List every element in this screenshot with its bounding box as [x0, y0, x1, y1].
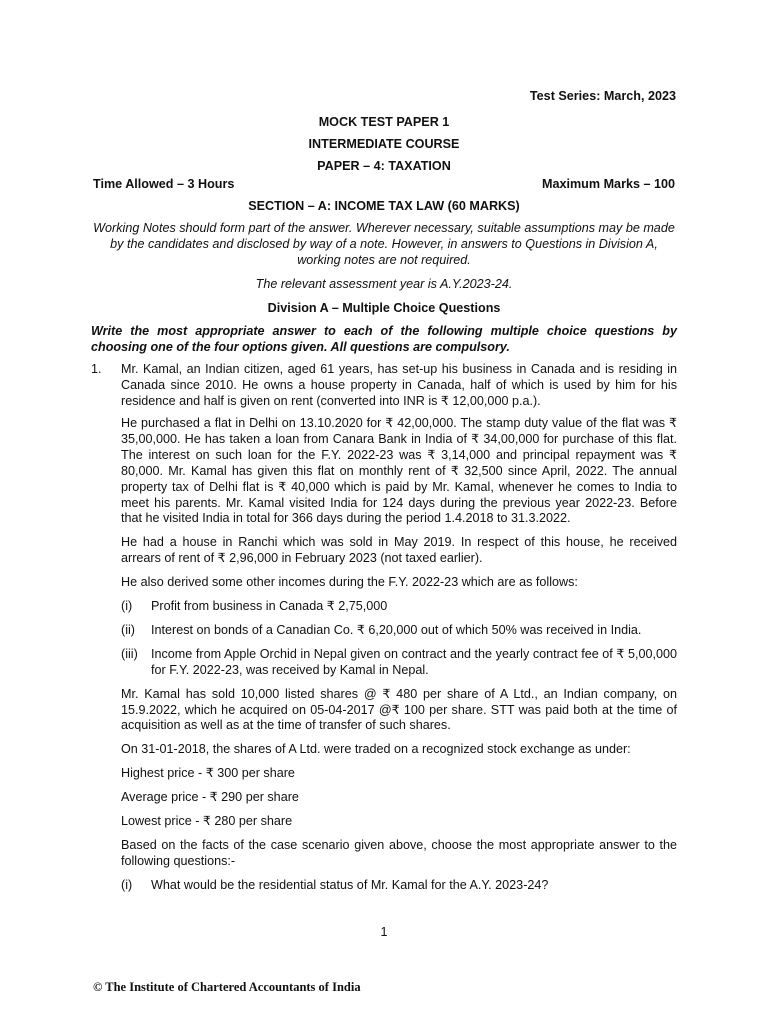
question-intro: Mr. Kamal, an Indian citizen, aged 61 years, has set-up his business in Canada and is residing in Canada since 2010. He owns a house property in Canada, half of which is used by him for his residence and half is given on rent (converted into INR is ₹ 12,00,000 p.a.). — [121, 362, 677, 409]
question-para-shares: Mr. Kamal has sold 10,000 listed shares @ ₹ 480 per share of A Ltd., an Indian company, on 15.9.2022, which he acquired on 05-04-2017 @₹ 100 per share. STT was paid both at the time of acquisition as well as at the time of transfer of such shares. — [121, 686, 677, 733]
test-series-label: Test Series: March, 2023 — [529, 89, 676, 103]
assessment-year: The relevant assessment year is A.Y.2023-24. — [255, 276, 513, 291]
footer-copyright: © The Institute of Chartered Accountants of India — [93, 980, 361, 994]
section-heading: SECTION – A: INCOME TAX LAW (60 MARKS) — [248, 199, 520, 213]
division-heading: Division A – Multiple Choice Questions — [267, 300, 501, 315]
income-item — [121, 623, 677, 639]
income-item-number: (i) — [121, 599, 133, 614]
question-para-flat: He purchased a flat in Delhi on 13.10.2020 for ₹ 42,00,000. The stamp duty value of the flat was ₹ 35,00,000. He has taken a loan from Canara Bank in India of ₹ 34,00,000 for purchase of this flat. The interest on such loan for the F.Y. 2022-23 was ₹ 3,14,000 and principal repayment was ₹ 80,000. Mr. Kamal has given this flat on monthly rent of ₹ 32,500 since April, 2022. The annual property tax of Delhi flat is ₹ 40,000 which is paid by Mr. Kamal, whenever he comes to India to meet his parents. Mr. Kamal visited India for 124 days during the previous year 2022-23. Before that he visited India in total for 366 days during the period 1.4.2018 to 31.3.2022. — [121, 415, 677, 526]
question-1 — [91, 362, 677, 410]
income-item-text: Interest on bonds of a Canadian Co. ₹ 6,20,000 out of which 50% was received in India. — [151, 622, 642, 637]
instructions: Write the most appropriate answer to each of the following multiple choice questions by choosing one of the four options given. All questions are compulsory. — [91, 324, 677, 355]
paper-title: PAPER – 4: TAXATION — [317, 159, 451, 173]
paper-content — [91, 199, 677, 894]
income-item-number: (ii) — [121, 622, 135, 637]
income-item-number: (iii) — [121, 646, 138, 661]
paper-titles — [0, 111, 768, 177]
question-number: 1. — [91, 362, 102, 377]
question-para-based-on: Based on the facts of the case scenario given above, choose the most appropriate answer to the following questions:- — [121, 838, 677, 868]
income-item — [121, 599, 677, 615]
sub-question — [121, 878, 677, 894]
time-allowed: Time Allowed – 3 Hours — [93, 177, 235, 191]
maximum-marks: Maximum Marks – 100 — [541, 177, 675, 191]
mock-test-title: MOCK TEST PAPER 1 — [318, 115, 450, 129]
question-para-stock-exchange: On 31-01-2018, the shares of A Ltd. were traded on a recognized stock exchange as under: — [121, 742, 631, 757]
income-item-text: Profit from business in Canada ₹ 2,75,000 — [151, 599, 388, 614]
income-item — [121, 647, 677, 679]
course-title: INTERMEDIATE COURSE — [308, 137, 460, 151]
question-para-other-income: He also derived some other incomes during the F.Y. 2022-23 which are as follows: — [121, 575, 578, 590]
time-marks-row — [93, 177, 675, 191]
price-average: Average price - ₹ 290 per share — [121, 790, 299, 805]
page-number: 1 — [380, 925, 388, 939]
price-highest: Highest price - ₹ 300 per share — [121, 766, 295, 781]
price-lowest: Lowest price - ₹ 280 per share — [121, 814, 293, 829]
working-notes: Working Notes should form part of the answer. Wherever necessary, suitable assumptions may be made by the candidates and disclosed by way of a note. However, in answers to Questions in Division A, working notes are not required. — [93, 220, 675, 267]
sub-question-text: What would be the residential status of Mr. Kamal for the A.Y. 2023-24? — [151, 877, 549, 892]
sub-question-number: (i) — [121, 877, 133, 892]
income-item-text: Income from Apple Orchid in Nepal given on contract and the yearly contract fee of ₹ 5,00,000 for F.Y. 2022-23, was received by Kamal in Nepal. — [151, 646, 677, 677]
question-para-ranchi: He had a house in Ranchi which was sold in May 2019. In respect of this house, he received arrears of rent of ₹ 2,96,000 in February 2023 (not taxed earlier). — [121, 535, 677, 566]
